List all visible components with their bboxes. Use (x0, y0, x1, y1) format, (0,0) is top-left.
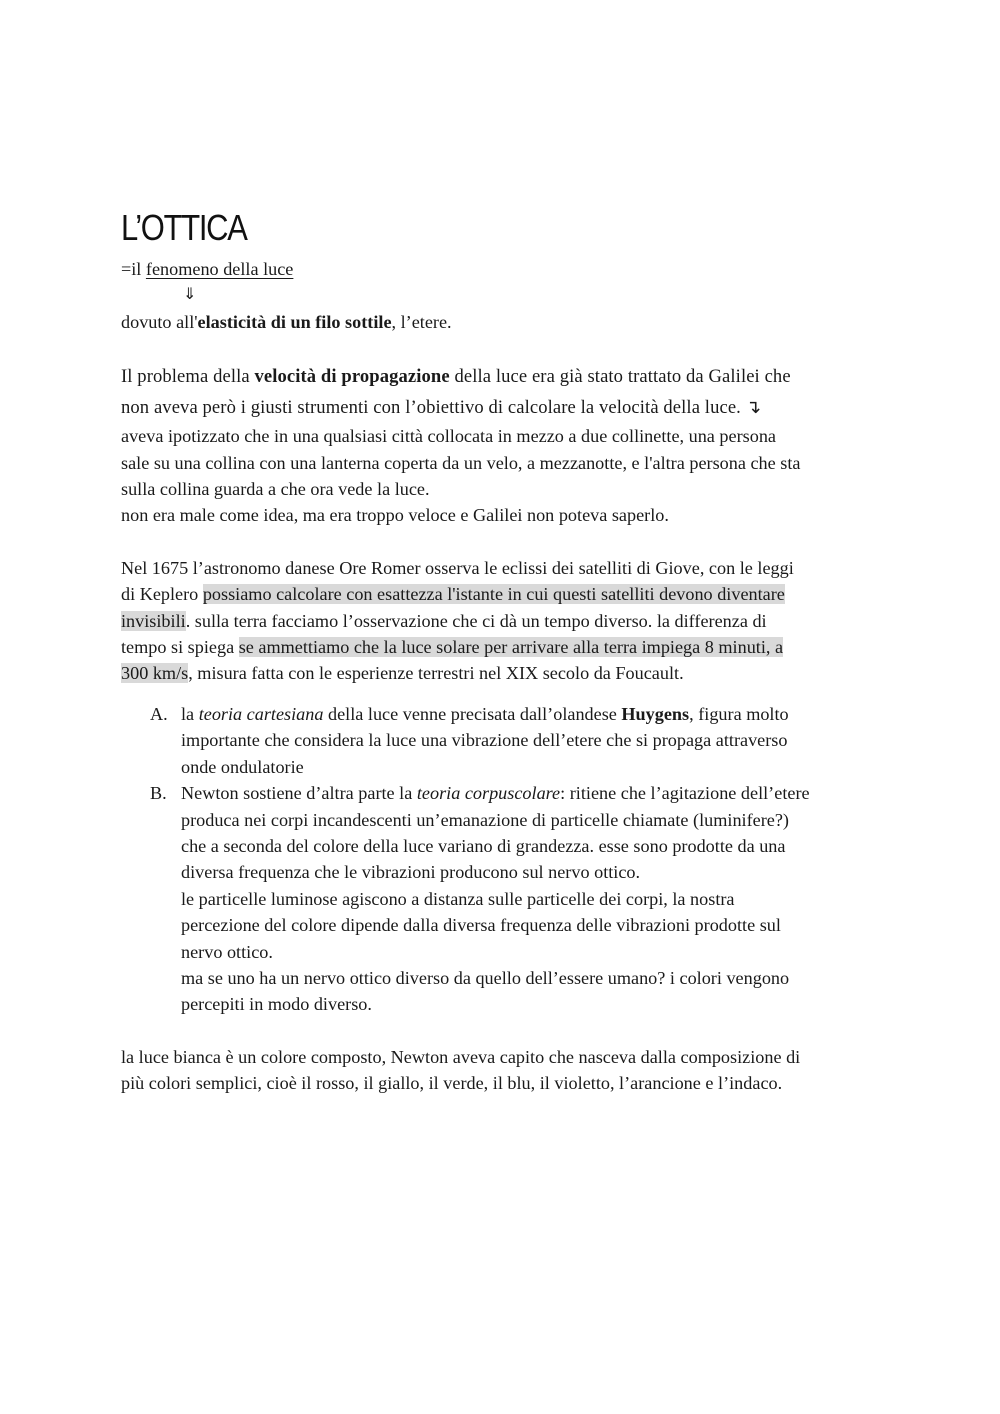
paragraph-line: più colori semplici, cioè il rosso, il giallo, il verde, il blu, il violetto, l’arancione e l’indaco. (121, 1073, 783, 1094)
paragraph-line: di Keplero possiamo calcolare con esattezza l'istante in cui questi satelliti devono diventare (121, 584, 785, 605)
paragraph-line: sulla collina guarda a che ora vede la luce. (121, 479, 430, 500)
list-marker: B. (150, 783, 167, 804)
bold-term: velocità di propagazione (254, 366, 450, 388)
paragraph-white-light (121, 1044, 891, 1097)
list-marker: A. (150, 703, 168, 724)
underlined-term: fenomeno della luce (145, 259, 294, 279)
paragraph-line: Nel 1675 l’astronomo danese Ore Romer osserva le eclissi dei satelliti di Giove, con le leggi (121, 557, 794, 578)
paragraph-line: aveva ipotizzato che in una qualsiasi città collocata in mezzo a due collinette, una persona (121, 426, 776, 447)
paragraph-line: invisibili. sulla terra facciamo l’osservazione che ci dà un tempo diverso. la differenza di (121, 610, 767, 631)
bold-term: elasticità di un filo sottile (197, 311, 392, 332)
definition-line-2: dovuto all'elasticità di un filo sottile, l’etere. (121, 311, 452, 332)
highlighted-text: se ammettiamo che la luce solare per arrivare alla terra impiega 8 minuti, a (238, 637, 784, 658)
bold-term: Huygens (621, 703, 690, 724)
paragraph-line: Il problema della velocità di propagazione della luce era già stato trattato da Galilei che (121, 366, 791, 388)
paragraph-line: la luce bianca è un colore composto, Newton aveva capito che nasceva dalla composizione di (121, 1046, 801, 1067)
paragraph-line: tempo si spiega se ammettiamo che la luce solare per arrivare alla terra impiega 8 minuti, a (121, 637, 784, 658)
highlighted-text: invisibili (121, 610, 186, 631)
paragraph-line: sale su una collina con una lanterna coperta da un velo, a mezzanotte, e l'altra persona che sta (121, 452, 801, 473)
theories-list (121, 701, 891, 1018)
page-title: L’OTTICA (121, 207, 247, 248)
italic-term: teoria corpuscolare (416, 783, 561, 804)
paragraph-galilei (121, 361, 891, 529)
paragraph-romer (121, 555, 891, 687)
paragraph-line: non era male come idea, ma era troppo veloce e Galilei non poteva saperlo. (121, 505, 669, 526)
paragraph-line: 300 km/s, misura fatta con le esperienze terrestri nel XIX secolo da Foucault. (121, 663, 684, 684)
highlighted-text: possiamo calcolare con esattezza l'istante in cui questi satelliti devono diventare (202, 584, 785, 605)
list-item-a: A. la teoria cartesiana della luce venne precisata dall’olandese Huygens, figura molto importante che considera la luce una vibrazione dell’etere che si propaga attraverso onde ondulatorie (121, 701, 891, 780)
highlighted-text: 300 km/s (121, 663, 189, 684)
double-down-arrow-icon: ⇓ (183, 286, 197, 304)
definition-line-1: =il fenomeno della luce (121, 259, 294, 279)
return-arrow-icon: ↴ (745, 397, 762, 419)
list-item-b: B. Newton sostiene d’altra parte la teoria corpuscolare: ritiene che l’agitazione dell’etere produca nei corpi incandescenti un’emanazione di particelle chiamate (luminifere?) che a seconda del colore della luce variano di grandezza. esse sono prodotte da una diversa frequenza che le vibrazioni producono sul nervo ottico. le particelle luminose agiscono a distanza sulle particelle dei corpi, la nostra percezione del colore dipende dalla diversa frequenza delle vibrazioni prodotte sul nervo ottico. ma se uno ha un nervo ottico diverso da quello dell’essere umano? i colori vengono percepiti in modo diverso. (121, 780, 891, 1018)
paragraph-line: non aveva però i giusti strumenti con l’obiettivo di calcolare la velocità della luce. ↴ (121, 397, 762, 419)
document-body (121, 205, 891, 1097)
definition-block (121, 256, 891, 335)
italic-term: teoria cartesiana (198, 703, 324, 724)
